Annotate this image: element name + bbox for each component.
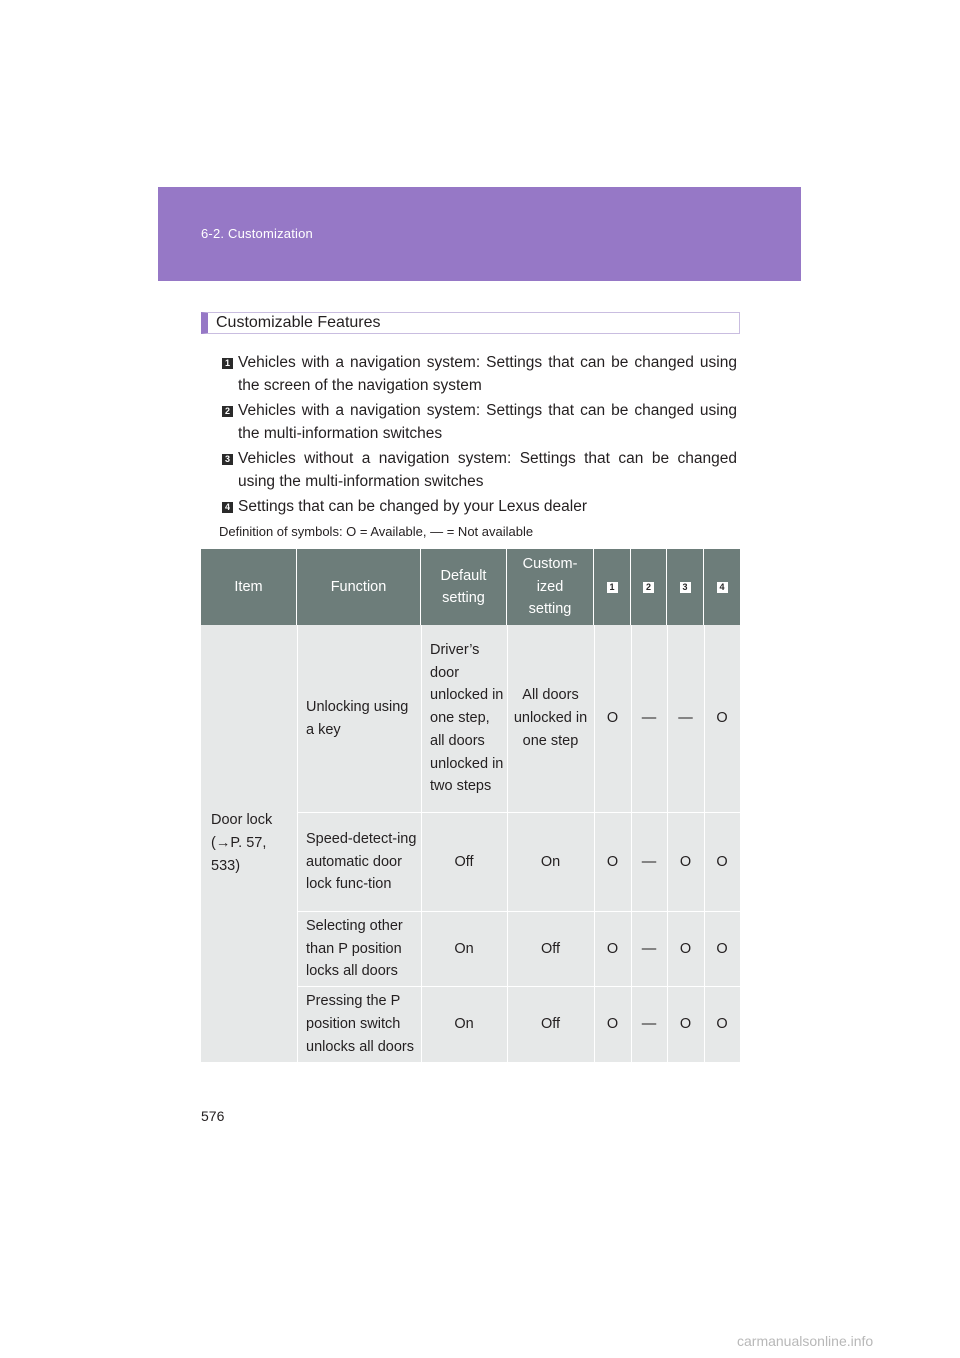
row-1-default: Driver’s door unlocked in one step, all doors unlocked in two steps (430, 642, 504, 795)
customization-table (201, 549, 740, 1062)
settings-method-list (222, 352, 737, 522)
number-1-icon: 1 (222, 358, 233, 369)
row-1-col-4: O (716, 710, 728, 727)
list-item (222, 496, 737, 519)
header-col-3 (667, 549, 704, 625)
list-item (222, 448, 737, 493)
row-3-customized: Off (540, 940, 561, 957)
list-item-text: Vehicles with a navigation system: Settings that can be changed using the multi-information switches (238, 402, 737, 442)
feature-title: Customizable Features (216, 314, 381, 331)
list-item-text: Vehicles without a navigation system: Settings that can be changed using the multi-information switches (238, 450, 737, 490)
row-2-function: Speed-detect-ing automatic door lock func-tion (306, 830, 417, 893)
header-default-setting: Default setting (421, 549, 507, 625)
number-2-icon: 2 (643, 582, 654, 593)
header-col-4 (704, 549, 740, 625)
page-number: 576 (201, 1108, 225, 1124)
row-2-default: Off (454, 853, 474, 870)
number-4-icon: 4 (717, 582, 728, 593)
feature-title-bar (201, 312, 740, 334)
row-4-default: On (454, 1016, 474, 1033)
row-4-col-1: O (606, 1016, 619, 1033)
header-function: Function (297, 549, 421, 625)
list-item-text: Settings that can be changed by your Lexus dealer (238, 498, 587, 515)
row-2-col-3: O (679, 853, 692, 870)
row-2-col-1: O (606, 853, 619, 870)
number-2-icon: 2 (222, 406, 233, 417)
list-item (222, 400, 737, 445)
row-4-col-3: O (679, 1016, 692, 1033)
section-label: 6-2. Customization (201, 226, 313, 241)
row-4-col-4: O (716, 1016, 728, 1033)
number-4-icon: 4 (222, 502, 233, 513)
row-3-col-4: O (716, 940, 728, 957)
row-2-col-4: O (716, 853, 728, 870)
row-3-col-2: — (641, 940, 657, 957)
number-1-icon: 1 (607, 582, 618, 593)
row-3-default: On (454, 940, 474, 957)
row-2-customized: On (540, 853, 561, 870)
table-body (201, 625, 740, 1062)
number-3-icon: 3 (680, 582, 691, 593)
row-1-col-3: — (678, 710, 693, 727)
list-item (222, 352, 737, 397)
table-header (201, 549, 740, 625)
row-1-function: Unlocking using a key (306, 698, 409, 738)
row-1-customized: All doors unlocked in one step (513, 687, 588, 749)
watermark: carmanualsonline.info (737, 1333, 874, 1349)
header-col-2 (631, 549, 667, 625)
row-1-col-2: — (641, 710, 657, 727)
symbol-definition: Definition of symbols: O = Available, — = Not available (219, 524, 534, 539)
header-col-1 (594, 549, 631, 625)
row-3-col-3: O (679, 940, 692, 957)
row-2-col-2: — (641, 853, 657, 870)
row-3-function: Selecting other than P position locks all doors (306, 917, 403, 980)
row-3-col-1: O (606, 940, 619, 957)
item-door-lock: Door lock (→P. 57, 533) (211, 812, 273, 874)
row-4-customized: Off (540, 1016, 561, 1033)
list-item-text: Vehicles with a navigation system: Settings that can be changed using the screen of the navigation system (238, 354, 737, 394)
header-customized-setting: Custom-ized setting (507, 549, 594, 625)
row-4-col-2: — (641, 1016, 657, 1033)
row-1-col-1: O (606, 710, 619, 727)
row-4-function: Pressing the P position switch unlocks all doors (306, 993, 414, 1055)
number-3-icon: 3 (222, 454, 233, 465)
header-item: Item (201, 549, 297, 625)
